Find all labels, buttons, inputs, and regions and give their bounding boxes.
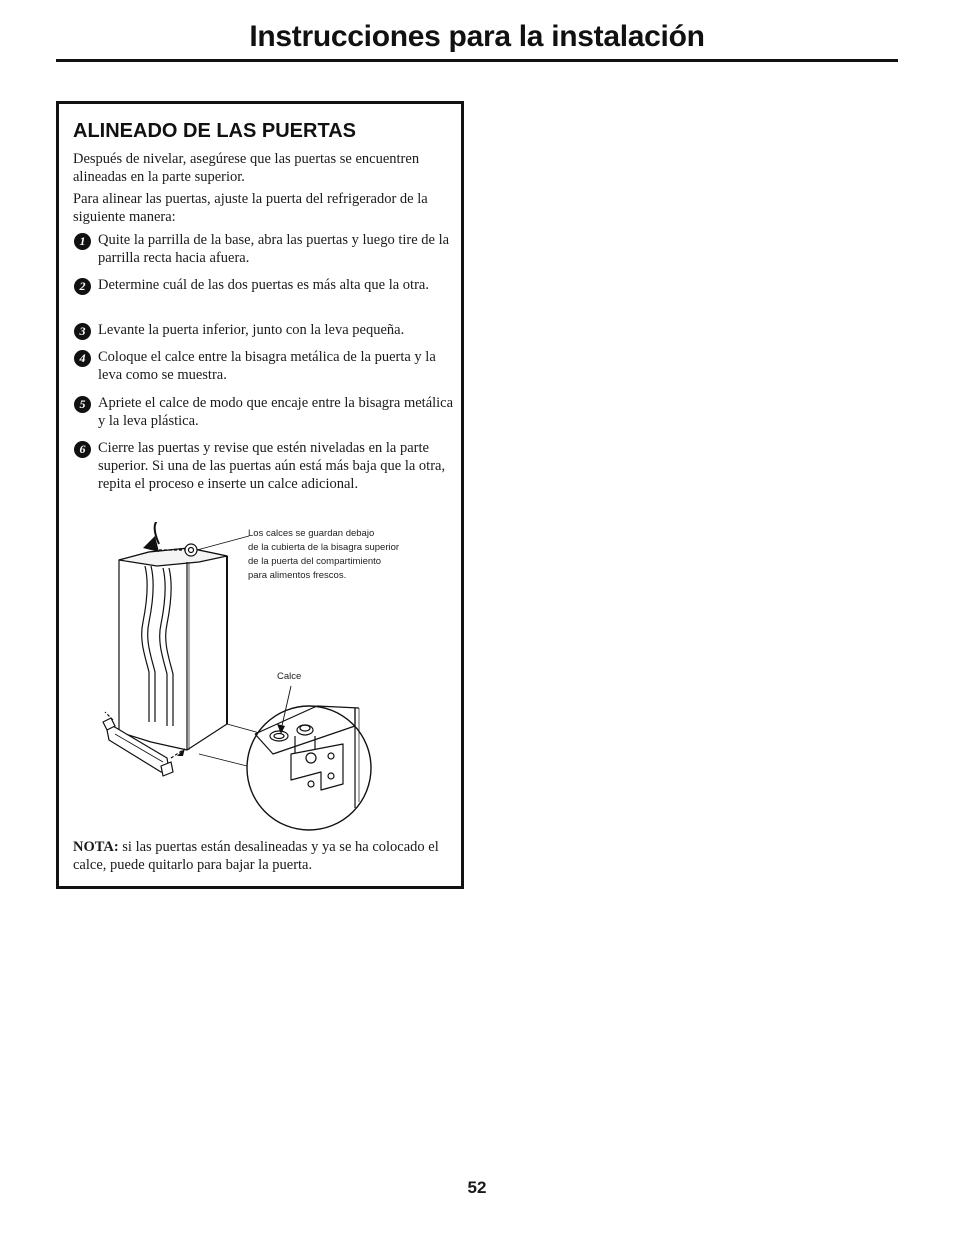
step-number-badge: 3 <box>74 323 91 340</box>
step-number-badge: 6 <box>74 441 91 458</box>
page-number: 52 <box>467 1178 487 1197</box>
intro-paragraph-2: Para alinear las puertas, ajuste la puerta del refrigerador de la siguiente manera: <box>73 191 428 225</box>
page-title: Instrucciones para la instalación <box>249 20 705 53</box>
shim-storage-callout: Los calces se guardan debajo de la cubierta de la bisagra superior de la puerta del compartimiento para alimentos frescos. <box>248 528 400 581</box>
note-label: NOTA: <box>73 839 119 855</box>
step-number-badge: 5 <box>74 396 91 413</box>
note-paragraph <box>73 838 453 874</box>
step-number-badge: 2 <box>74 278 91 295</box>
refrigerator-shim-illustration <box>59 522 459 854</box>
step-number-badge: 1 <box>74 233 91 250</box>
step-text: Levante la puerta inferior, junto con la leva pequeña. <box>98 322 405 338</box>
note-text: si las puertas están desalineadas y ya se ha colocado el calce, puede quitarlo para bajar la puerta. <box>73 839 439 873</box>
step-text: Quite la parrilla de la base, abra las puertas y luego tire de la parrilla recta hacia afuera. <box>98 232 450 266</box>
title-rule <box>56 59 898 62</box>
door-alignment-panel <box>56 101 464 889</box>
step-text: Apriete el calce de modo que encaje entre la bisagra metálica y la leva plástica. <box>98 395 454 429</box>
shim-callout: Calce <box>277 671 302 682</box>
section-heading: ALINEADO DE LAS PUERTAS <box>73 120 356 142</box>
intro-paragraph-1: Después de nivelar, asegúrese que las puertas se encuentren alineadas en la parte superior. <box>73 151 420 185</box>
step-text: Cierre las puertas y revise que estén niveladas en la parte superior. Si una de las puertas aún está más baja que la otra, repita el proceso e inserte un calce adicional. <box>98 440 446 492</box>
step-text: Coloque el calce entre la bisagra metálica de la puerta y la leva como se muestra. <box>98 349 436 383</box>
step-text: Determine cuál de las dos puertas es más alta que la otra. <box>98 277 429 293</box>
step-number-badge: 4 <box>74 350 91 367</box>
